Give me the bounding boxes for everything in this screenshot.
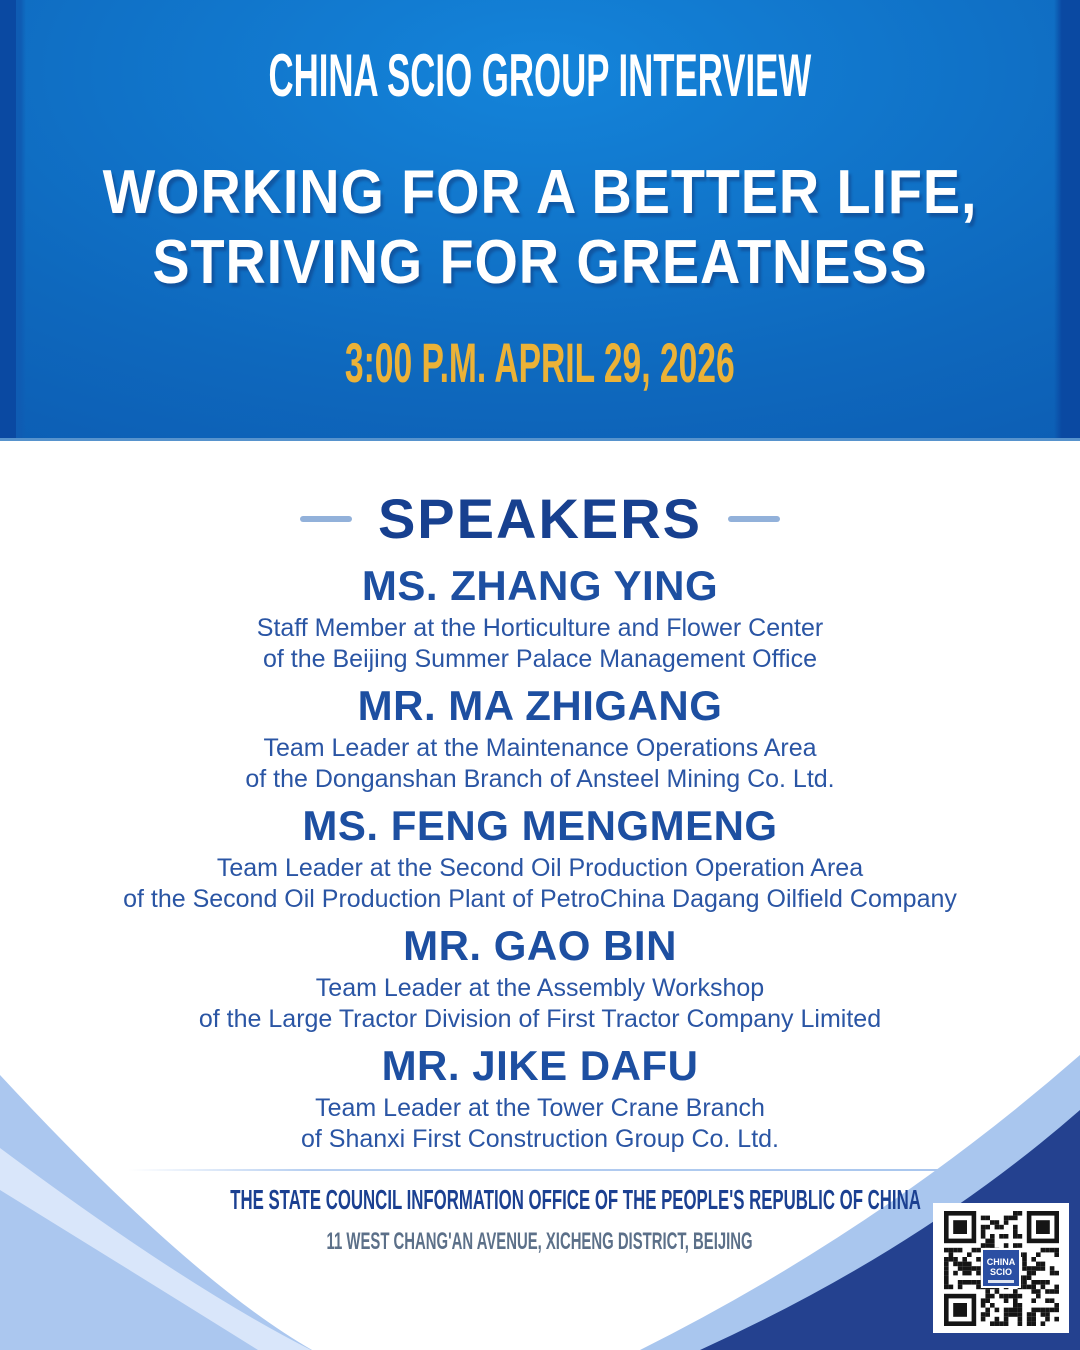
speaker-role-line1: Team Leader at the Maintenance Operations Area — [263, 734, 817, 762]
speaker-name: MR. JIKE DAFU — [381, 1042, 699, 1089]
qr-logo-line2: SCIO — [989, 1267, 1012, 1277]
qr-logo-line1: CHINA — [986, 1257, 1016, 1267]
speaker-entry — [0, 803, 1080, 915]
speakers-heading: SPEAKERS — [377, 487, 703, 550]
speaker-role-line2: of the Donganshan Branch of Ansteel Mining Co. Ltd. — [245, 765, 835, 793]
footer-separator-line — [128, 1169, 960, 1171]
event-title — [0, 158, 1080, 298]
speaker-name: MR. MA ZHIGANG — [357, 682, 723, 729]
speaker-role-line2: of the Large Tractor Division of First Tractor Company Limited — [198, 1005, 882, 1033]
hero-right-edge-band — [1054, 0, 1080, 438]
hero-header — [0, 0, 1080, 441]
qr-code — [933, 1203, 1069, 1333]
left-dash-divider — [300, 516, 352, 522]
speaker-name: MS. ZHANG YING — [361, 562, 719, 609]
speaker-role — [0, 733, 1080, 795]
speaker-entry — [0, 683, 1080, 795]
right-dash-divider — [728, 516, 780, 522]
speaker-name: MR. GAO BIN — [403, 922, 677, 969]
speaker-role — [0, 1093, 1080, 1155]
organization-name — [0, 1184, 1080, 1216]
speakers-heading-row — [0, 487, 1080, 550]
speaker-role — [0, 613, 1080, 675]
speaker-role — [0, 853, 1080, 915]
speaker-role-line2: of the Second Oil Production Plant of PetroChina Dagang Oilfield Company — [123, 885, 957, 913]
speaker-entry — [0, 1043, 1080, 1155]
event-kicker — [0, 0, 1080, 109]
speaker-role-line1: Team Leader at the Second Oil Production Operation Area — [216, 854, 864, 882]
speaker-role-line1: Staff Member at the Horticulture and Flower Center — [256, 614, 824, 642]
speaker-role-line1: Team Leader at the Tower Crane Branch — [315, 1094, 765, 1122]
event-title-line2: STRIVING FOR GREATNESS — [152, 228, 928, 297]
speaker-role-line2: of the Beijing Summer Palace Management Office — [263, 645, 817, 673]
speaker-role-line2: of Shanxi First Construction Group Co. Ltd. — [301, 1125, 779, 1153]
speaker-entry — [0, 923, 1080, 1035]
speaker-role — [0, 973, 1080, 1035]
organization-address-text: 11 WEST CHANG'AN AVENUE, XICHENG DISTRICT, BEIJING — [326, 1228, 754, 1255]
organization-name-text: THE STATE COUNCIL INFORMATION OFFICE OF THE PEOPLE'S REPUBLIC OF CHINA — [230, 1184, 921, 1215]
organization-address — [0, 1228, 1080, 1256]
event-datetime — [0, 331, 1080, 394]
hero-left-edge-band — [0, 0, 26, 438]
speaker-entry — [0, 563, 1080, 675]
qr-logo-microtext-bar — [988, 1280, 1014, 1283]
speakers-list — [0, 563, 1080, 1155]
qr-code-pattern — [944, 1211, 1059, 1326]
event-title-line1: WORKING FOR A BETTER LIFE, — [102, 158, 978, 227]
speaker-name: MS. FENG MENGMENG — [302, 802, 778, 849]
speakers-section — [0, 487, 1080, 1155]
event-datetime-text: 3:00 P.M. APRIL 29, 2026 — [345, 331, 735, 394]
qr-center-logo — [981, 1248, 1021, 1288]
event-kicker-text: CHINA SCIO GROUP INTERVIEW — [268, 42, 812, 109]
speaker-role-line1: Team Leader at the Assembly Workshop — [315, 974, 765, 1002]
